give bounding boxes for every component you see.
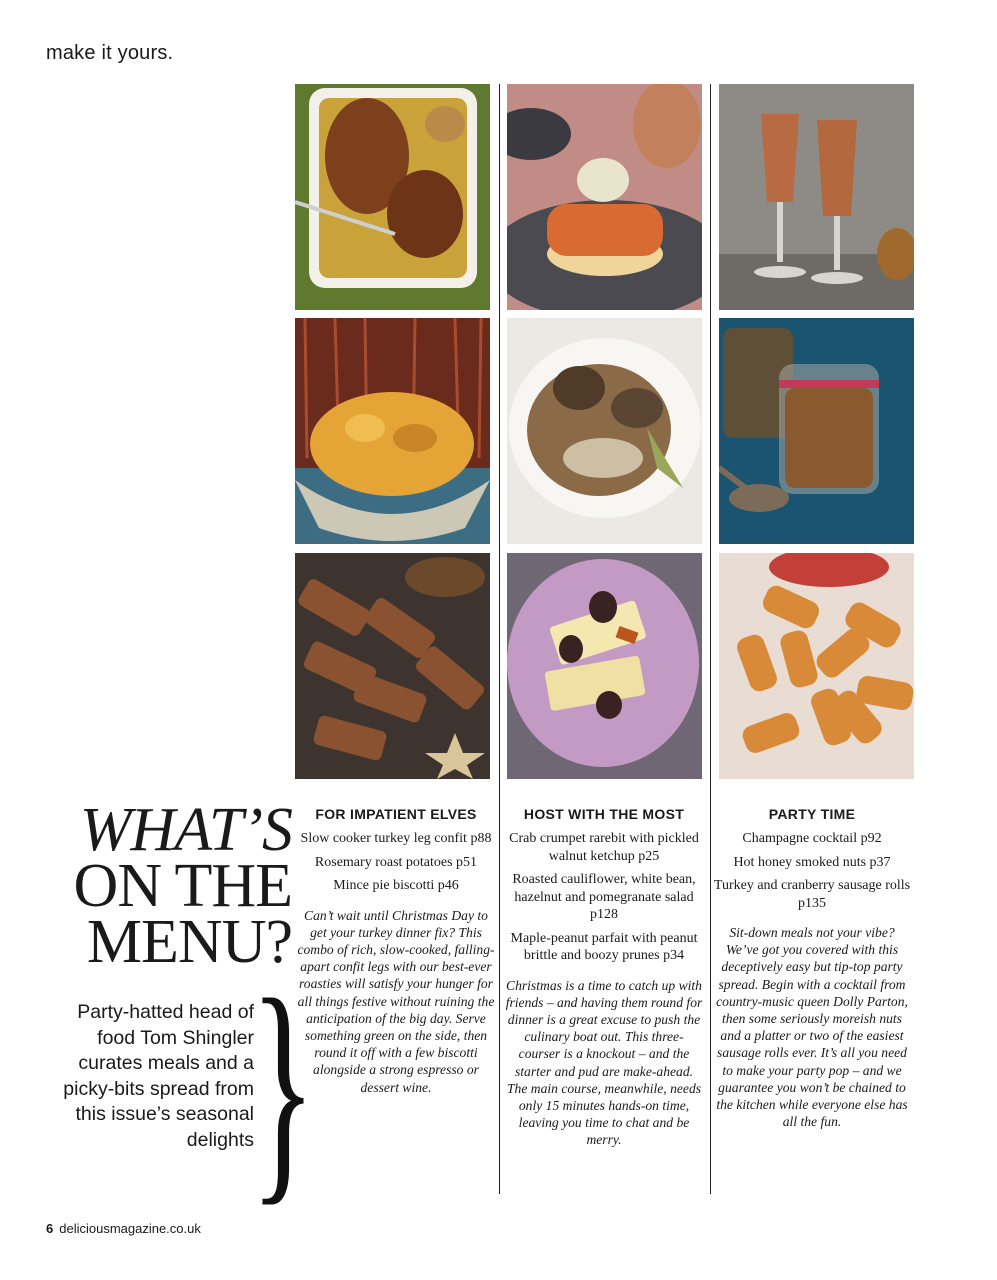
sausage-rolls-photo xyxy=(719,553,914,779)
menu-item: Slow cooker turkey leg confit p88 xyxy=(300,831,492,846)
column-divider xyxy=(710,84,711,1194)
mince-pie-biscotti-photo xyxy=(295,553,490,779)
crab-crumpet-rarebit-photo xyxy=(507,84,702,310)
menu-item: Maple-peanut parfait with peanut brittle and boozy prunes p34 xyxy=(510,930,698,963)
menu-item: Mince pie biscotti p46 xyxy=(333,878,459,893)
champagne-cocktail-photo xyxy=(719,84,914,310)
column-description: Sit-down meals not your vibe? We’ve got you covered with this deceptively easy but tip-top party spread. Begin with a cocktail from country-music queen Dolly Parton, then some seriously moreish nuts and a platter or two of the easiest sausage rolls ever. It’s all you need to make your party pop – and we guarantee you won’t be chained to the kitchen while everyone else has all the fun. xyxy=(716,925,908,1130)
menu-item: Roasted cauliflower, white bean, hazelnut and pomegranate salad p128 xyxy=(512,872,696,922)
menu-column-party-time xyxy=(712,806,912,1130)
column-description: Can’t wait until Christmas Day to get your turkey dinner fix? This combo of rich, slow-cooked, falling-apart confit legs with our best-ever roasties will satisfy your hunger for all things festive without ruining the anticipation of the big day. Serve something green on the side, then round it off with a few biscotti alongside a strong espresso or dessert wine. xyxy=(297,907,495,1095)
menu-column-host-with-the-most xyxy=(504,806,704,1149)
roast-potatoes-photo xyxy=(295,318,490,544)
hot-honey-nuts-photo xyxy=(719,318,914,544)
column-divider xyxy=(499,84,500,1194)
column-heading: FOR IMPATIENT ELVES xyxy=(315,806,477,822)
page-number: 6 xyxy=(46,1221,54,1236)
menu-item: Rosemary roast potatoes p51 xyxy=(314,854,478,870)
intro-blurb: Party-hatted head of food Tom Shingler curates meals and a picky-bits spread from this issue’s seasonal delights xyxy=(63,1001,254,1151)
peanut-parfait-photo xyxy=(507,553,702,779)
menu-item: Crab crumpet rarebit with pickled walnut ketchup p25 xyxy=(509,831,699,864)
intro-text: make it yours. xyxy=(46,42,174,64)
title-line-2: ON THE xyxy=(73,852,292,920)
confit-turkey-leg-photo xyxy=(295,84,490,310)
column-description: Christmas is a time to catch up with friends – and having them round for dinner is a great excuse to push the culinary boat out. This three-courser is a knockout – and the starter and pud are make-ahead. The main course, meanwhile, needs only 15 minutes hands-on time, leaving you time to chat and be merry. xyxy=(505,977,703,1148)
website-link[interactable]: deliciousmagazine.co.uk xyxy=(59,1221,201,1236)
menu-item: Champagne cocktail p92 xyxy=(742,831,882,846)
column-heading: HOST WITH THE MOST xyxy=(523,806,685,822)
cauliflower-salad-photo xyxy=(507,318,702,544)
page-title xyxy=(52,796,292,976)
title-line-1: WHAT’S xyxy=(79,796,292,864)
column-heading: PARTY TIME xyxy=(768,806,856,822)
menu-item: Turkey and cranberry sausage rolls p135 xyxy=(713,878,911,911)
title-line-3: MENU? xyxy=(86,908,292,976)
menu-column-impatient-elves xyxy=(296,806,496,1096)
page-footer xyxy=(46,1221,201,1236)
curly-brace-icon: } xyxy=(250,949,316,1226)
menu-item: Hot honey smoked nuts p37 xyxy=(733,854,891,870)
